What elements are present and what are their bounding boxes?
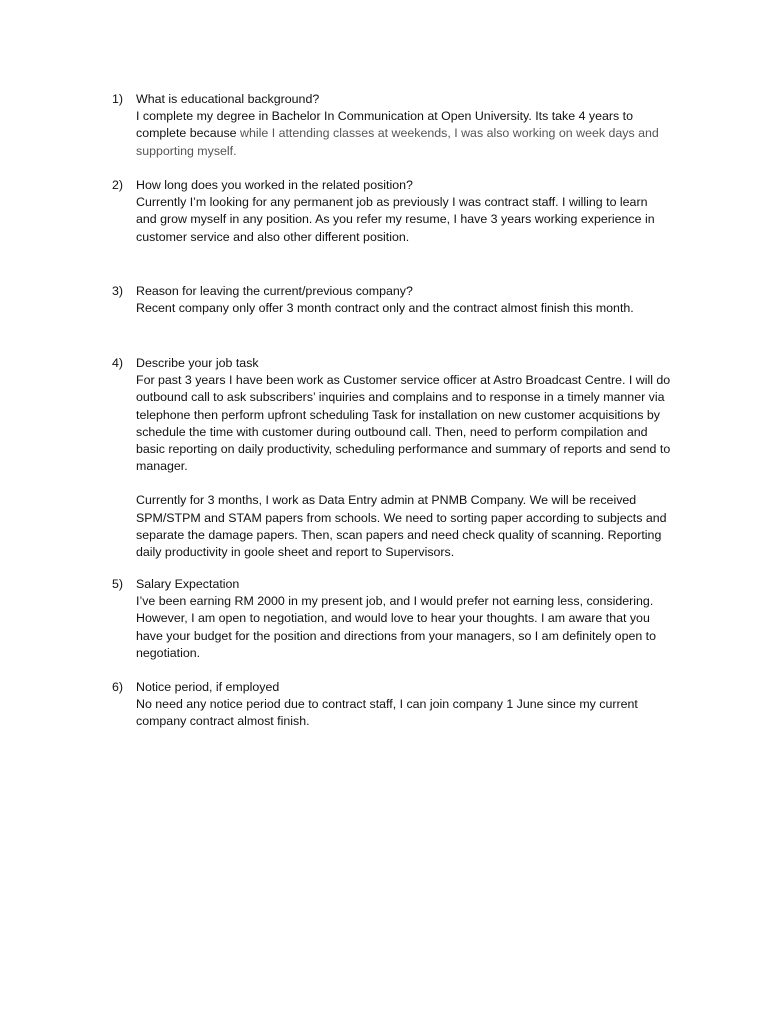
question-text: Describe your job task bbox=[136, 356, 259, 370]
item-content bbox=[136, 283, 682, 317]
answer-paragraph bbox=[136, 300, 682, 317]
item-number: 6) bbox=[112, 680, 124, 694]
answer-text: complete because bbox=[136, 126, 241, 141]
answer-line: manager. bbox=[136, 459, 188, 474]
answer-line: telephone then perform upfront scheduling Task for installation on new customer acquisitions by bbox=[136, 407, 660, 422]
item-content bbox=[136, 91, 682, 160]
answer-line bbox=[136, 143, 682, 160]
answer-line: However, I am open to negotiation, and would love to hear your thoughts. I am aware that you bbox=[136, 611, 650, 626]
answer-line bbox=[136, 125, 682, 142]
answer-line: and grow myself in any position. As you refer my resume, I have 3 years working experience in bbox=[136, 212, 655, 227]
answer-paragraph bbox=[136, 194, 682, 246]
answer-line: have your budget for the position and directions from your managers, so I am definitely open to bbox=[136, 628, 657, 643]
item-number: 1) bbox=[112, 92, 124, 106]
answer-paragraph bbox=[136, 696, 682, 730]
answer-line: outbound call to ask subscribers’ inquiries and complains and to response in a timely manner via bbox=[136, 390, 665, 405]
answer-line: negotiation. bbox=[136, 645, 201, 660]
item-content bbox=[136, 177, 682, 246]
question-text: Salary Expectation bbox=[136, 577, 240, 591]
question-text: Notice period, if employed bbox=[136, 680, 280, 694]
item-number: 3) bbox=[112, 284, 124, 298]
answer-line: For past 3 years I have been work as Customer service officer at Astro Broadcast Centre. I will do bbox=[136, 373, 671, 388]
answer-line: SPM/STPM and STAM papers from schools. We need to sorting paper according to subjects and bbox=[136, 510, 667, 525]
qa-item-2 bbox=[112, 177, 682, 246]
qa-item-4 bbox=[112, 355, 682, 561]
answer-text-grey: while I attending classes at weekends, I was also working on week days and bbox=[240, 126, 659, 141]
answer-line: Currently I’m looking for any permanent job as previously I was contract staff. I willing to learn bbox=[136, 195, 648, 210]
answer-line: I’ve been earning RM 2000 in my present job, and I would prefer not earning less, considering. bbox=[136, 594, 654, 609]
qa-item-6 bbox=[112, 679, 682, 731]
answer-line: daily productivity in goole sheet and report to Supervisors. bbox=[136, 545, 455, 560]
answer-line: No need any notice period due to contract staff, I can join company 1 June since my current bbox=[136, 697, 638, 712]
answer-line bbox=[136, 108, 682, 125]
answer-paragraph bbox=[136, 108, 682, 160]
item-number: 2) bbox=[112, 178, 124, 192]
qa-item-5 bbox=[112, 576, 682, 662]
qa-item-1 bbox=[112, 91, 682, 160]
answer-line: company contract almost finish. bbox=[136, 714, 310, 729]
item-content bbox=[136, 679, 682, 731]
item-content bbox=[136, 576, 682, 662]
answer-text: I complete my degree in Bachelor In Communication at Open University. Its take 4 years to bbox=[136, 109, 633, 124]
item-content bbox=[136, 355, 682, 561]
qa-item-3 bbox=[112, 283, 682, 317]
answer-paragraph bbox=[136, 372, 682, 475]
answer-paragraph bbox=[136, 492, 682, 561]
question-text: What is educational background? bbox=[136, 92, 320, 106]
answer-line: schedule the time with customer during outbound call. Then, need to perform compilation and bbox=[136, 424, 648, 439]
answer-line: separate the damage papers. Then, scan papers and need check quality of scanning. Reporting bbox=[136, 527, 662, 542]
answer-paragraph bbox=[136, 593, 682, 662]
answer-line: customer service and also other different position. bbox=[136, 229, 410, 244]
question-text: How long does you worked in the related position? bbox=[136, 178, 413, 192]
answer-line: Currently for 3 months, I work as Data Entry admin at PNMB Company. We will be received bbox=[136, 493, 637, 508]
question-text: Reason for leaving the current/previous company? bbox=[136, 284, 413, 298]
answer-text-grey: supporting myself. bbox=[136, 143, 237, 158]
item-number: 5) bbox=[112, 577, 124, 591]
item-number: 4) bbox=[112, 356, 124, 370]
answer-line: Recent company only offer 3 month contract only and the contract almost finish this month. bbox=[136, 301, 634, 316]
answer-line: basic reporting on daily productivity, scheduling performance and summary of reports and send to bbox=[136, 442, 671, 457]
